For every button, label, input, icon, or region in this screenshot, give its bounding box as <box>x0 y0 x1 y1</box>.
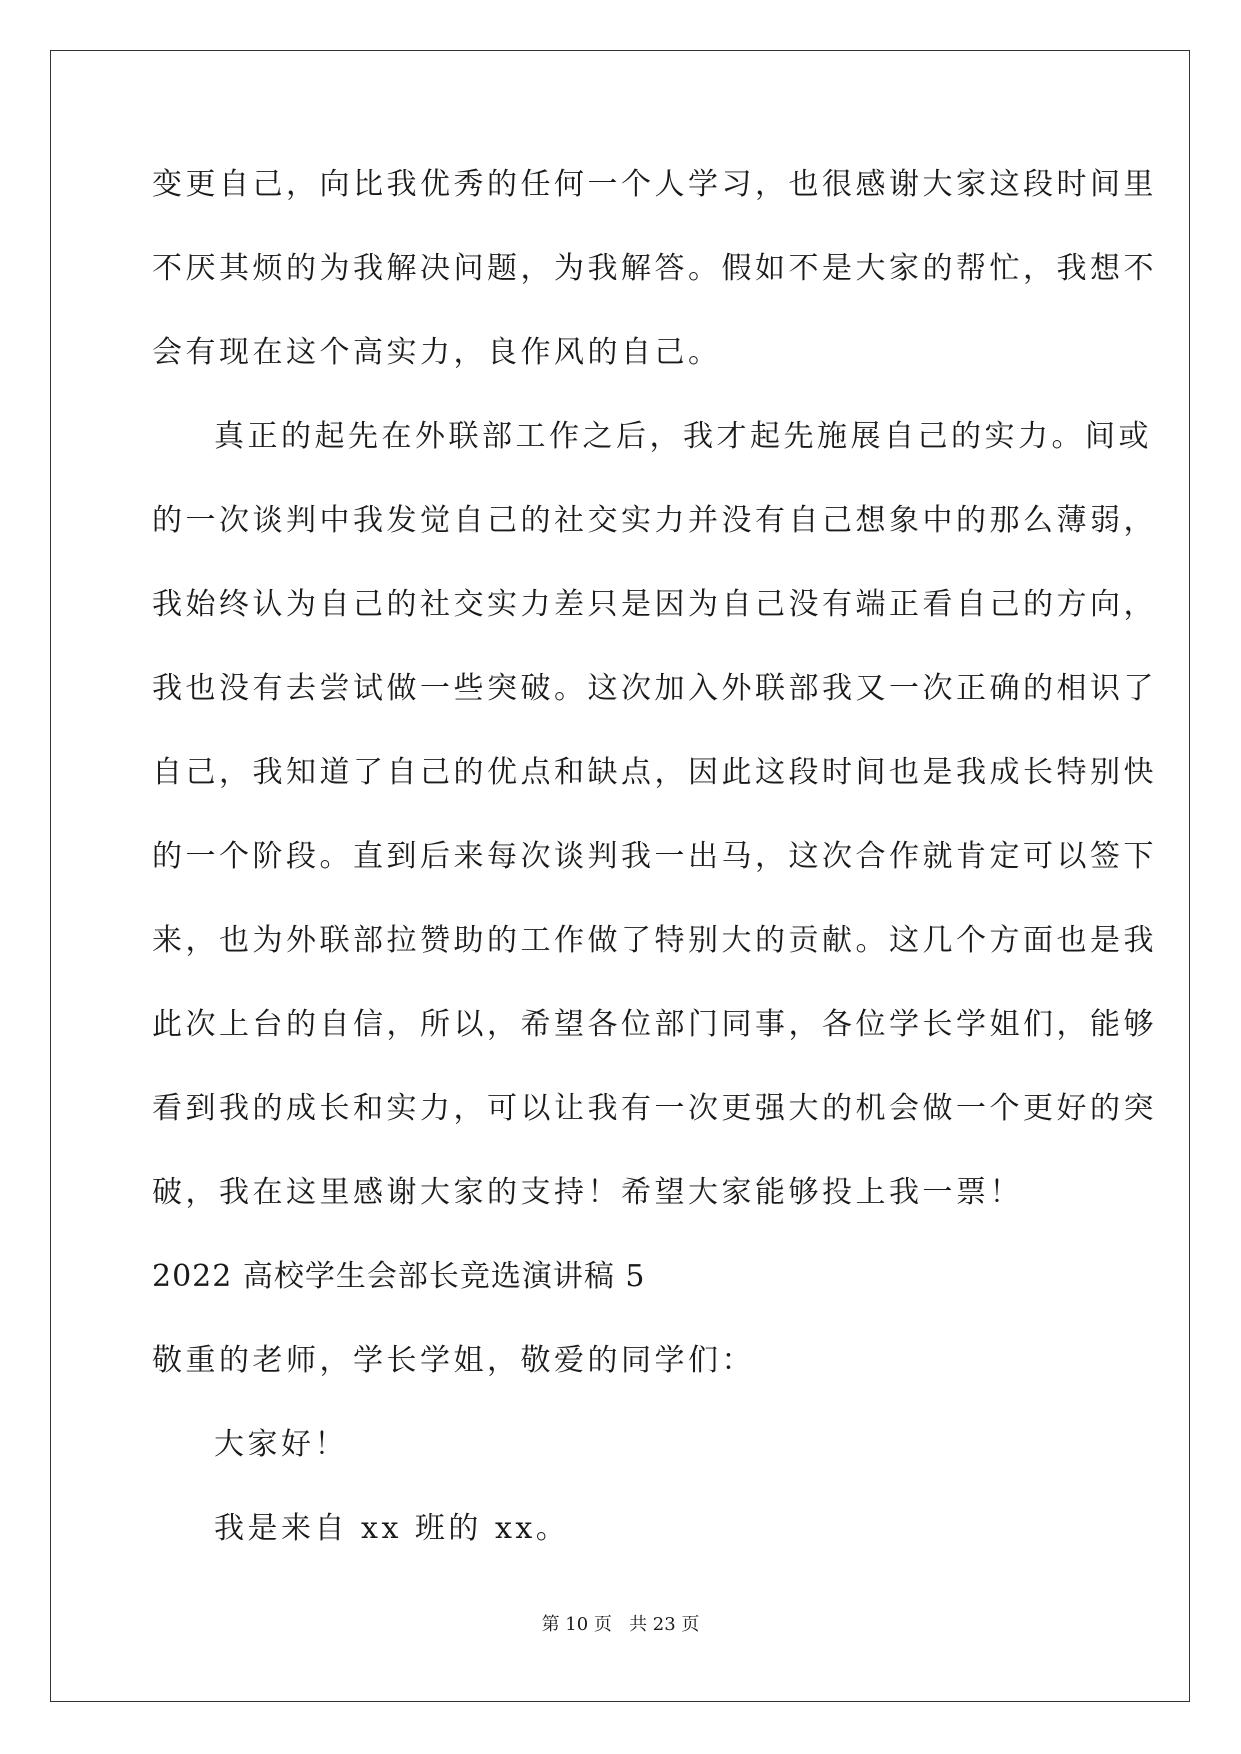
salutation: 敬重的老师，学长学姐，敬爱的同学们： <box>152 1343 755 1378</box>
text-line: 我也没有去尝试做一些突破。这次加入外联部我又一次正确的相识了 <box>152 671 1157 706</box>
text-line: 自己，我知道了自己的优点和缺点，因此这段时间也是我成长特别快 <box>152 755 1157 790</box>
text-line: 的一次谈判中我发觉自己的社交实力并没有自己想象中的那么薄弱， <box>152 503 1157 538</box>
text-line: 来，也为外联部拉赞助的工作做了特别大的贡献。这几个方面也是我 <box>152 923 1157 958</box>
section-heading: 2022 高校学生会部长竞选演讲稿 5 <box>152 1259 646 1294</box>
text-line: 会有现在这个高实力，良作风的自己。 <box>152 335 722 370</box>
text-line: 此次上台的自信，所以，希望各位部门同事，各位学长学姐们，能够 <box>152 1007 1157 1042</box>
text-line: 看到我的成长和实力，可以让我有一次更强大的机会做一个更好的突 <box>152 1091 1157 1126</box>
text-line: 不厌其烦的为我解决问题，为我解答。假如不是大家的帮忙，我想不 <box>152 251 1157 286</box>
page-footer <box>0 1610 1241 1636</box>
page-number: 第 10 页 共 23 页 <box>541 1614 700 1635</box>
text-line: 的一个阶段。直到后来每次谈判我一出马，这次合作就肯定可以签下 <box>152 839 1157 874</box>
text-line: 破，我在这里感谢大家的支持！希望大家能够投上我一票！ <box>152 1175 1023 1210</box>
text-line: 我始终认为自己的社交实力差只是因为自己没有端正看自己的方向， <box>152 587 1157 622</box>
document-body <box>152 160 1157 1588</box>
self-introduction: 我是来自 xx 班的 xx。 <box>214 1511 570 1546</box>
paragraph-start-line: 真正的起先在外联部工作之后，我才起先施展自己的实力。间或 <box>214 419 1152 454</box>
greeting: 大家好！ <box>214 1427 348 1462</box>
text-line: 变更自己，向比我优秀的任何一个人学习，也很感谢大家这段时间里 <box>152 167 1157 202</box>
